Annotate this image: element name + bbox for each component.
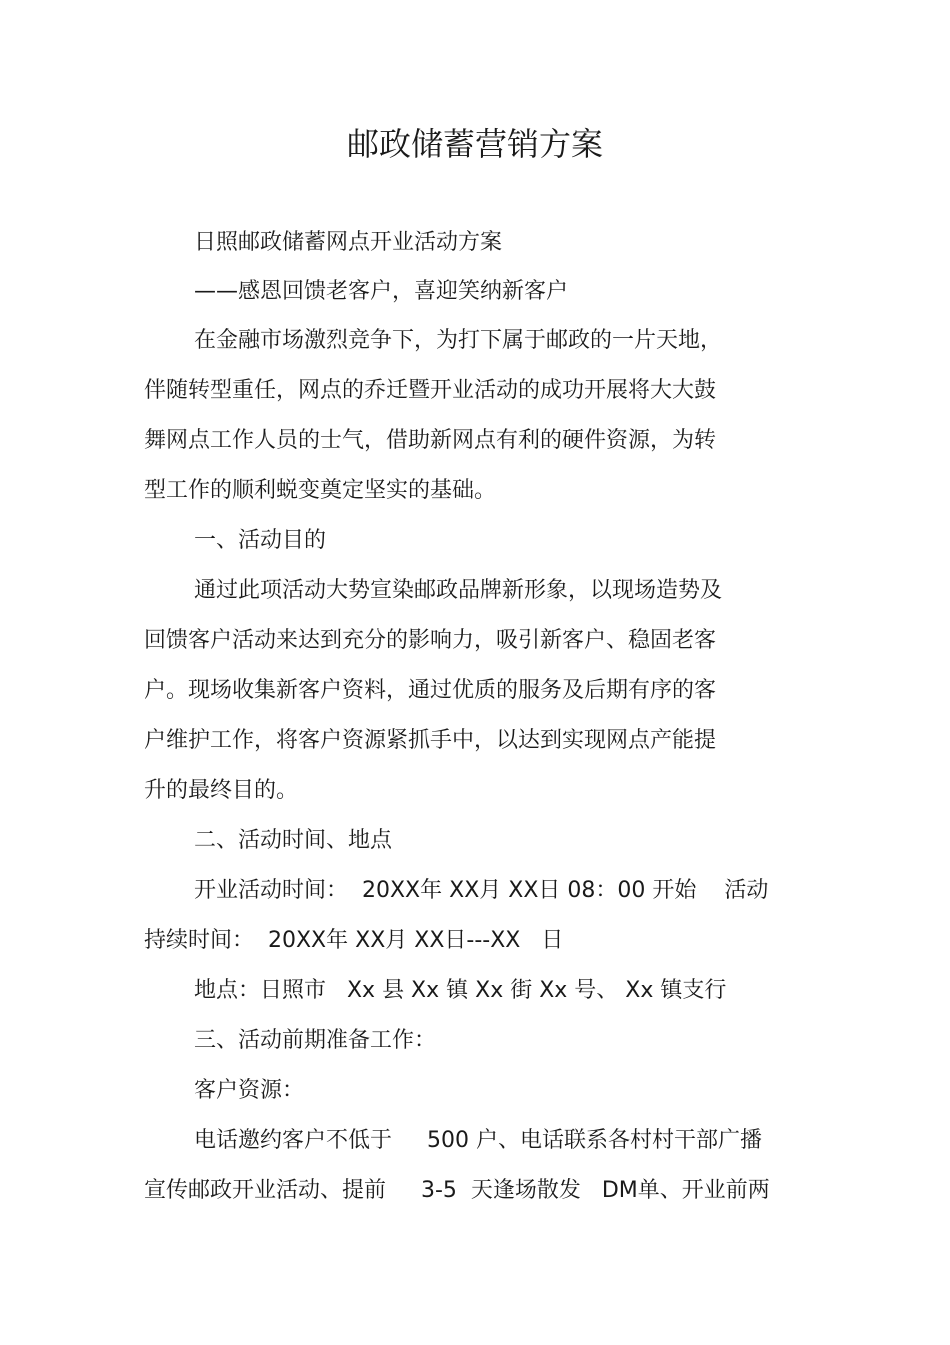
section-heading: 一、活动目的 bbox=[194, 528, 327, 553]
paragraph-line: 伴随转型重任，网点的乔迁暨开业活动的成功开展将大大鼓 bbox=[144, 378, 717, 403]
subheading-line: 客户资源： bbox=[194, 1078, 305, 1103]
paragraph-line: 户维护工作，将客户资源紧抓手中，以达到实现网点产能提 bbox=[144, 728, 717, 753]
subtitle-line: 日照邮政储蓄网点开业活动方案 bbox=[194, 230, 503, 255]
paragraph-line: 户。现场收集新客户资料，通过优质的服务及后期有序的客 bbox=[144, 678, 717, 703]
section-heading: 三、活动前期准备工作： bbox=[194, 1028, 437, 1053]
paragraph-line: 持续时间： 20XX年 XX月 XX日---XX 日 bbox=[144, 928, 564, 953]
paragraph-line: 型工作的顺利蜕变奠定坚实的基础。 bbox=[144, 478, 497, 503]
paragraph-line: 通过此项活动大势宣染邮政品牌新形象，以现场造势及 bbox=[194, 578, 723, 603]
paragraph-line: 电话邀约客户不低于 500 户、电话联系各村村干部广播 bbox=[194, 1128, 762, 1153]
paragraph-line: 回馈客户活动来达到充分的影响力，吸引新客户、稳固老客 bbox=[144, 628, 717, 653]
paragraph-line: 开业活动时间： 20XX年 XX月 XX日 08：00 开始 活动 bbox=[194, 878, 769, 903]
section-heading: 二、活动时间、地点 bbox=[194, 828, 393, 853]
document-title: 邮政储蓄营销方案 bbox=[346, 125, 603, 163]
paragraph-line: 升的最终目的。 bbox=[144, 778, 299, 803]
paragraph-line: 在金融市场激烈竞争下，为打下属于邮政的一片天地， bbox=[194, 328, 723, 353]
paragraph-line: 舞网点工作人员的士气，借助新网点有利的硬件资源，为转 bbox=[144, 428, 717, 453]
paragraph-line: 地点：日照市 Xx 县 Xx 镇 Xx 街 Xx 号、 Xx 镇支行 bbox=[194, 978, 727, 1003]
slogan-line: ——感恩回馈老客户，喜迎笑纳新客户 bbox=[194, 279, 569, 304]
paragraph-line: 宣传邮政开业活动、提前 3-5 天逢场散发 DM单、开业前两 bbox=[144, 1178, 770, 1203]
